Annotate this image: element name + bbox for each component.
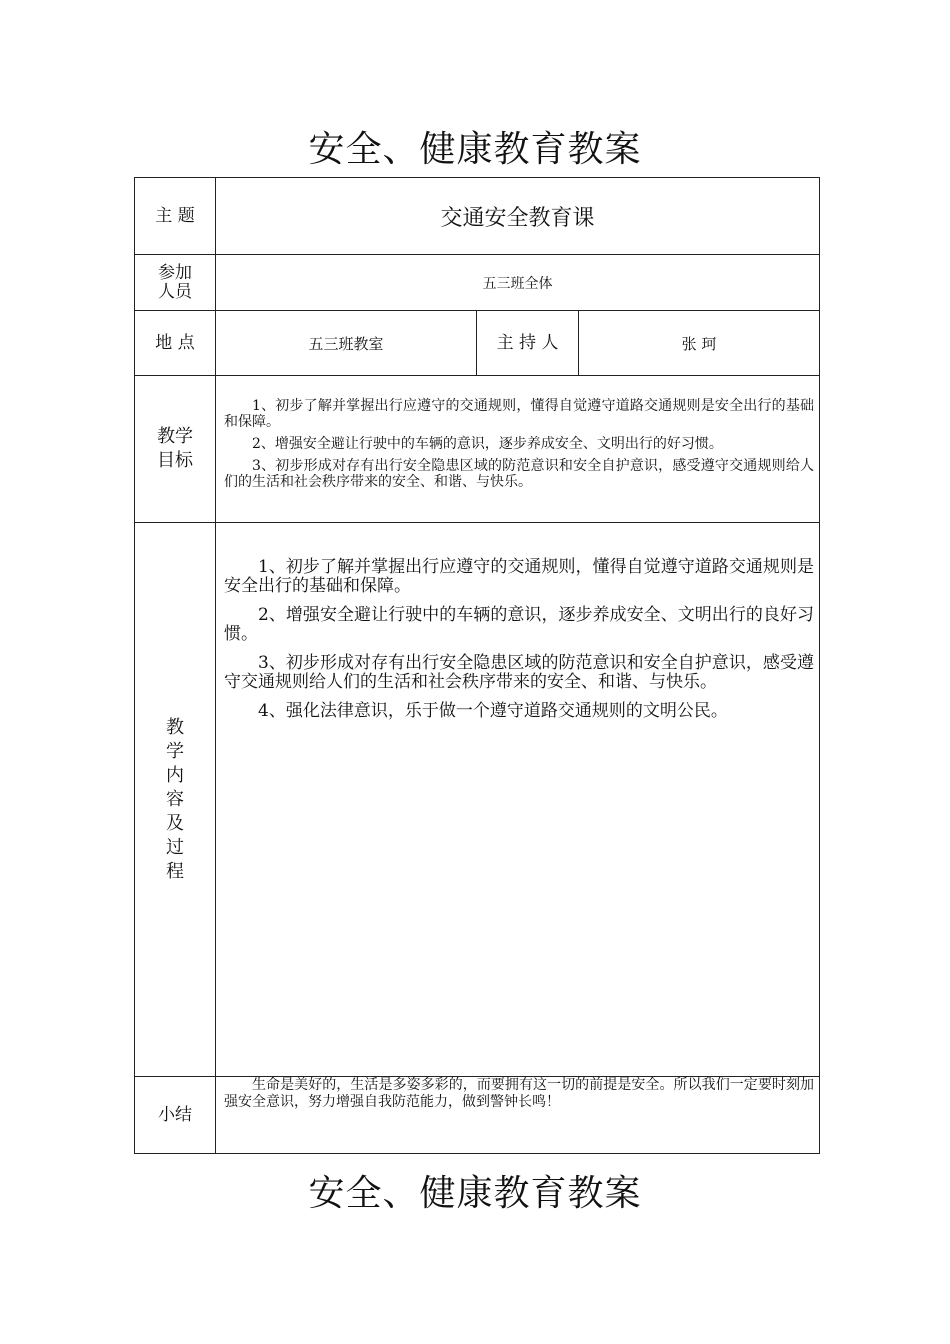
participants-label — [135, 255, 215, 310]
lesson-plan-table — [134, 177, 820, 1154]
content-label-char: 过 — [166, 836, 184, 858]
content-item: 2、增强安全避让行驶中的车辆的意识，逐步养成安全、文明出行的良好习惯。 — [224, 605, 814, 644]
goal-item: 3、初步形成对存有出行安全隐患区域的防范意识和安全自护意识，感受遵守交通规则给人们的生活和社会秩序带来的安全、和谐、与快乐。 — [224, 458, 814, 490]
goal-item: 2、增强安全避让行驶中的车辆的意识，逐步养成安全、文明出行的好习惯。 — [252, 436, 723, 452]
content-item: 1、初步了解并掌握出行应遵守的交通规则，懂得自觉遵守道路交通规则是安全出行的基础和保障。 — [224, 557, 814, 596]
goals-text — [224, 398, 814, 496]
content-label-char: 教 — [166, 716, 184, 738]
content-label-char: 及 — [166, 812, 184, 834]
host-value: 张 珂 — [681, 334, 717, 353]
location-label: 地 点 — [155, 333, 195, 353]
content-label-char: 容 — [166, 788, 184, 810]
goals-label-line2: 目标 — [157, 450, 193, 471]
participants-value: 五三班全体 — [482, 275, 553, 292]
summary-label: 小结 — [158, 1105, 192, 1125]
topic-label: 主 题 — [155, 206, 195, 226]
content-label-char: 学 — [166, 740, 184, 762]
page-title: 安全、健康教育教案 — [308, 129, 642, 170]
repeated-page-title: 安全、健康教育教案 — [308, 1173, 642, 1214]
content-item: 3、初步形成对存有出行安全隐患区域的防范意识和安全自护意识，感受遵守交通规则给人们的生活和社会秩序带来的安全、和谐、与快乐。 — [224, 653, 814, 692]
participants-label-line2: 人员 — [158, 281, 192, 302]
participants-label-line1: 参加 — [158, 262, 192, 283]
row-divider — [135, 375, 819, 376]
content-label-char: 内 — [166, 764, 184, 786]
goals-label-line1: 教学 — [157, 426, 193, 447]
goals-label — [135, 376, 215, 522]
host-label: 主 持 人 — [496, 333, 559, 353]
content-item: 4、强化法律意识，乐于做一个遵守道路交通规则的文明公民。 — [258, 701, 728, 721]
topic-value: 交通安全教育课 — [440, 205, 595, 231]
summary-paragraph: 生命是美好的，生活是多姿多彩的，而要拥有这一切的前提是安全。所以我们一定要时刻加强安全意识，努力增强自我防范能力，做到警钟长鸣！ — [224, 1077, 814, 1110]
summary-text — [224, 1077, 814, 1111]
row-divider — [135, 522, 819, 523]
content-text — [224, 558, 814, 731]
location-value: 五三班教室 — [308, 334, 384, 353]
content-label — [135, 523, 215, 1076]
content-label-char: 程 — [166, 860, 184, 882]
goal-item: 1、初步了解并掌握出行应遵守的交通规则，懂得自觉遵守道路交通规则是安全出行的基础和保障。 — [224, 398, 814, 430]
